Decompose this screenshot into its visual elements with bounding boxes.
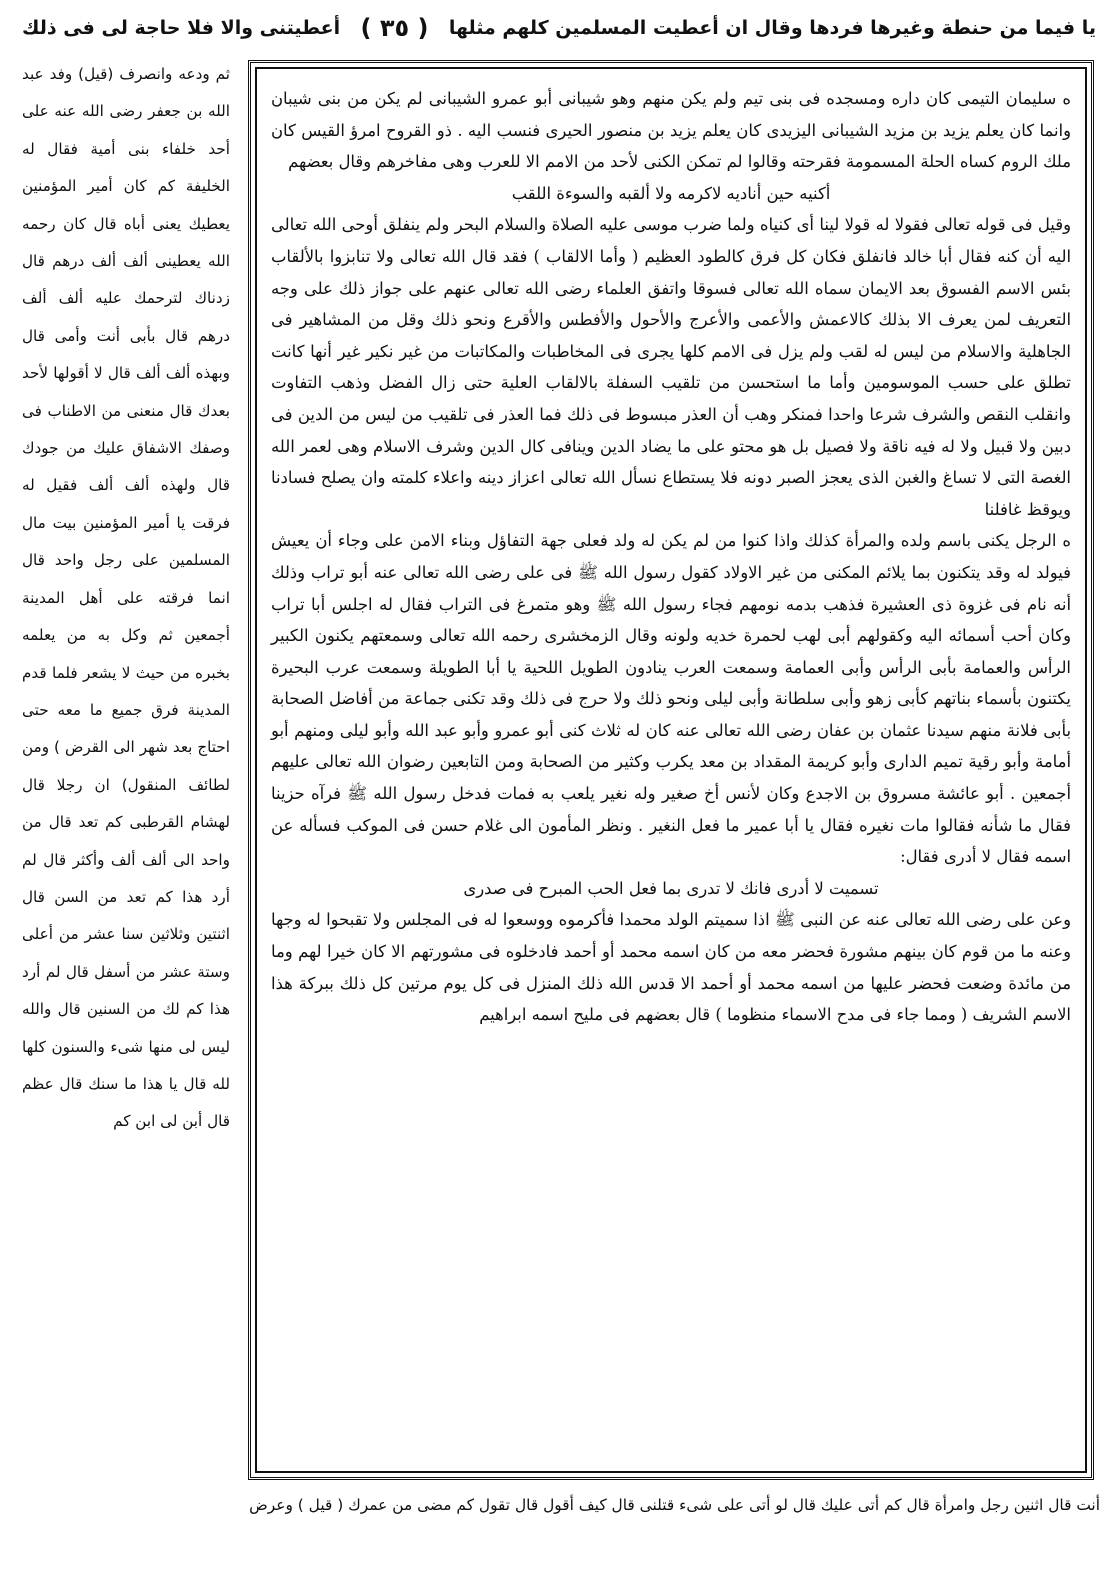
margin-column (22, 56, 236, 1486)
verse-line-1: أكنيه حين أناديه لاكرمه ولا ألقبه والسوءة اللقب (511, 183, 831, 203)
header-left-text: أعطيتنى والا فلا حاجة لى فى ذلك (22, 17, 341, 39)
footer-continuation-line: أنت قال اثنين رجل وامرأة قال كم أتى عليك قال لو أتى على شىء قتلنى قال كيف أقول قال تقول كم مضى من عمرك ( قيل ) وعرض (249, 1496, 1100, 1514)
header-right-text: يا فيما من حنطة وغيرها فردها وقال ان أعطيت المسلمين كلهم مثلها (448, 17, 1096, 39)
main-text-body (255, 67, 1087, 1473)
main-paragraph-2: وقيل فى قوله تعالى فقولا له قولا لينا أى كنياه ولما ضرب موسى عليه الصلاة والسلام البحر ولم ينفلق أوحى الله تعالى اليه أن كنه فقال أبا خالد فانفلق فكان كل فرق كالطود العظيم ( وأما الالقاب ) فقد قال الله تعالى ولا تنابزوا بالألقاب بئس الاسم الفسوق بعد الايمان سماه الله تعالى فسوقا واتفق العلماء رضى الله تعالى عنهم على جواز ذلك على وجه التعريف لمن يعرف الا بذلك كالاعمش والأعمى والأعرج والأحول والأفطس والأقرع ونحو ذلك وقل من المشاهير فى الجاهلية والاسلام من ليس له لقب ولم يزل فى الامم كلها يجرى فى المخاطبات والمكاتبات من غير نكير غير أنها كانت تطلق على حسب الموسومين وأما ما استحسن من تلقيب السفلة بالالقاب العلية حتى زال الفضل وذهب التفاوت وانقلب النقص والشرف شرعا واحدا فمنكر وهب أن العذر مبسوط فى ذلك فما العذر فى تلقيب من ليس من الدين فى دبين ولا قبيل ولا له فيه ناقة ولا فصيل بل هو محتو على ما يضاد الدين وينافى كال الدين وشرف الاسلام وهى لعمر الله الغصة التى لا تساغ والغبن الذى يعجز الصبر دونه فلا يستطاع نسأل الله تعالى اعزاز دينه واعلاء كلمته وان يصلح فسادنا ويوقظ غافلنا (271, 215, 1071, 519)
margin-text: ثم ودعه وانصرف (قيل) وفد عبد الله بن جعفر رضى الله عنه على أحد خلفاء بنى أمية فقال له الخليفة كم كان أمير المؤمنين يعطيك يعنى أباه قال كان رحمه الله يعطينى ألف ألف درهم قال زدناك لترحمك عليه ألف ألف درهم قال بأبى أنت وأمى قال وبهذه ألف ألف قال لا أقولها لأحد بعدك قال منعنى من الاطناب فى وصفك الاشفاق عليك من جودك قال ولهذه ألف ألف فقيل له فرقت يا أمير المؤمنين بيت مال المسلمين على رجل واحد قال انما فرقته على أهل المدينة أجمعين ثم وكل به من يعلمه بخبره من حيث لا يشعر فلما قدم المدينة فرق جميع ما معه حتى احتاج بعد شهر الى القرض ) ومن لطائف المنقول) ان رجلا قال لهشام القرطبى كم تعد قال من واحد الى ألف ألف وأكثر قال لم أرد هذا كم تعد من السن قال اثنتين وثلاثين سنا عشر من أعلى وستة عشر من أسفل قال لم أرد هذا كم لك من السنين قال والله ليس لى منها شىء والسنون كلها لله قال يا هذا ما سنك قال عظم قال أبن لى ابن كم (22, 65, 230, 1131)
verse-line-2: تسميت لا أدرى فانك لا تدرى بما فعل الحب المبرح فى صدرى (463, 878, 879, 898)
main-text-frame (248, 60, 1094, 1480)
running-header (22, 8, 1096, 48)
page-number: ( ٣٥ ) (360, 14, 429, 42)
main-paragraph-4: وعن على رضى الله تعالى عنه عن النبى ﷺ اذا سميتم الولد محمدا فأكرموه ووسعوا له فى المجلس ولا تقبحوا له وجها وعنه ما من قوم كان بينهم مشورة فحضر معه من كان اسمه محمد أو أحمد فادخلوه فى مشورتهم الا كان خيرا لهم وما من مائدة وضعت فحضر عليها من اسمه محمد أو أحمد الا قدس الله ذلك المنزل فى كل يوم مرتين كل ذلك ببركة هذا الاسم الشريف ( ومما جاء فى مدح الاسماء منظوما ) قال بعضهم فى مليح اسمه ابراهيم (271, 910, 1071, 1025)
main-paragraph-1: ه سليمان التيمى كان داره ومسجده فى بنى تيم ولم يكن منهم وهو شيبانى أبو عمرو الشيبانى لم يكن من بنى شيبان وانما كان يعلم يزيد بن مزيد الشيبانى اليزيدى كان يعلم يزيد بن منصور الحيرى فنسب اليه . ذو القروح امرؤ القيس كان ملك الروم كساه الحلة المسمومة فقرحته وقالوا لم تمكن الكنى لأحد من الامم الا للعرب وهى مفاخرهم وقال بعضهم (271, 89, 1071, 172)
main-paragraph-3: ه الرجل يكنى باسم ولده والمرأة كذلك واذا كنوا من لم يكن له ولد فعلى جهة التفاؤل وبناء الامن على وجاء أن يعيش فيولد له وقد يتكنون بما يلائم المكنى من غير الاولاد كقول رسول الله ﷺ فى على رضى الله تعالى عنه أبو تراب وذلك أنه نام فى غزوة ذى العشيرة فذهب بدمه نومهم فجاء رسول الله ﷺ وهو متمرغ فى التراب فقال له اجلس أبا تراب وكان أحب أسمائه اليه وكقولهم أبى لهب لحمرة خديه ولونه وقال الزمخشرى رحمه الله تعالى وسمعتهم يكنون الكبير الرأس والعمامة بأبى الرأس وأبى العمامة وسمعت العرب ينادون الطويل اللحية يا أبا الطويلة وسمعت عرب البحيرة يكتنون بأسماء بناتهم كأبى زهو وأبى سلطانة وأبى ليلى ونحو ذلك ولا حرج فى ذلك وقد تكنى جماعة من أفاضل الصحابة بأبى فلانة منهم سيدنا عثمان بن عفان رضى الله تعالى عنه كان له ثلاث كنى أبو عمرو وأبو عبد الله وأبو ليلى ومنهم أبو أمامة وأبو رقية تميم الدارى وأبو كريمة المقداد بن معد يكرب وكثير من الصحابة ومن التابعين رضوان الله تعالى عليهم أجمعين . أبو عائشة مسروق بن الاجدع وكان لأنس أخ صغير وله نغير يلعب به فمات فدخل رسول الله ﷺ فرآه حزينا فقال ما شأنه فقالوا مات نغيره فقال يا أبا عمير ما فعل النغير . ونظر المأمون الى غلام حسن فى الموكب فسأله عن اسمه فقال لا أدرى فقال: (271, 531, 1071, 867)
